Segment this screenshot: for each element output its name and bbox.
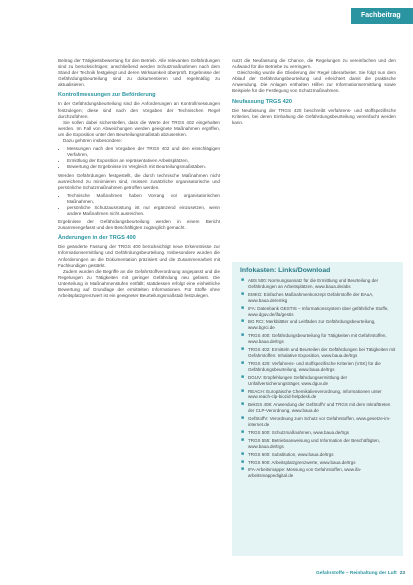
link-item[interactable] [240,375,396,387]
paragraph: Gleichzeitig wurde die Gliederung der Regel überarbeitet. Sie folgt nun dem Ablauf der Gefährdungsbeurteilung und erleichtert damit die praktische Anwendung. Die Anlagen enthalten Hilfen zur Informationsermittlung sowie Beispiele für die Festlegung von Schutzmaßnahmen. [232,70,396,94]
square-bullet-icon: ■ [241,428,245,435]
paragraph: Die geänderte Fassung der TRGS 400 berücksichtigt neue Erkenntnisse zur Informationsermittlung und Gefährdungsbeurteilung. Insbesondere wurden die Anforderungen an die Dokumentation präzisiert und die Zusammenarbeit mit Fachkundigen gestärkt. [58,244,220,268]
link-item[interactable] [240,438,396,450]
square-bullet-icon: ■ [241,466,245,473]
link-item[interactable] [240,430,396,436]
link-item[interactable] [240,278,396,290]
paragraph: nutzt die Neufassung die Chance, die Regelungen zu vereinfachen und den Aufwand für die Betriebe zu verringern. [232,58,396,70]
link-item[interactable] [240,467,396,479]
link-text: TRGS 402: Ermitteln und Beurteilen der Gefährdungen bei Tätigkeiten mit Gefahrstoffen: Inhalative Exposition, www.baua.de/trgs [248,347,396,358]
paragraph: Dazu gehören insbesondere: [63,138,122,144]
link-text: TRGS 500: Schutzmaßnahmen, www.baua.de/trgs [248,429,350,435]
link-item[interactable] [240,361,396,373]
link-item[interactable] [240,452,396,458]
paragraph: In der Gefährdungsbeurteilung sind die Anforderungen an Kontrollmessungen festzulegen; diese sind nach den Vorgaben der Technischen Regel durchzuführen. [58,101,220,119]
square-bullet-icon: ■ [241,332,245,339]
page-number: 23 [399,571,406,576]
paragraph: Werden Gefährdungen festgestellt, die durch technische Maßnahmen nicht ausreichend zu minimieren sind, müssen zusätzliche organisatorische und persönliche Schutzmaßnahmen getroffen werden. [58,172,220,190]
link-item[interactable] [240,319,396,331]
paragraph: Zudem wurden die Begriffe an die Gefahrstoffverordnung angepasst und die Regelungen zu Tätigkeiten mit geringer Gefährdung neu gefasst. Die Unterteilung in Maßnahmenstufen entfällt; stattdessen erfolgt eine einheitliche Bewertung auf Grundlage der ermittelten Informationen. Für Stoffe ohne Arbeitsplatzgrenzwert ist ein geeigneter Beurteilungsmaßstab festzulegen. [58,268,220,299]
list-item: • Bewertung der Ergebnisse im Vergleich mit Beurteilungsmaßstäben. [67,164,220,170]
link-item[interactable] [240,347,396,359]
list-item: • Ermittlung der Exposition an repräsentativen Arbeitsplätzen, [67,158,220,164]
paragraph: Ergebnisse der Gefährdungsbeurteilung werden in einem Bericht zusammengefasst und den Beschäftigten zugänglich gemacht. [58,219,220,231]
link-item[interactable] [240,416,396,428]
square-bullet-icon: ■ [241,450,245,457]
link-text: IFA-Arbeitsmappe: Messung von Gefahrstoffen, www.ifa-arbeitsmappedigital.de [248,467,362,479]
link-item[interactable] [240,460,396,466]
link-text: REACH: Europäische Chemikalienverordnung, Informationen unter www.reach-clp-biozid-helpdesk.de [248,388,382,400]
link-text: TRGS 555: Betriebsanweisung und Information der Beschäftigten, www.baua.de/trgs [248,437,380,449]
link-text: TRGS 900: Arbeitsplatzgrenzwerte, www.baua.de/trgs [248,459,356,465]
square-bullet-icon: ■ [241,401,245,408]
square-bullet-icon: ■ [241,415,245,422]
link-item[interactable] [240,292,396,304]
link-text: ABS 500: Normungsansatz für die Ermittlung und Beurteilung der Gefährdungen an Arbeitsplätzen, www.baua.de/abs [248,278,379,289]
bullet-list [58,146,220,170]
link-text: TRGS 400: Gefährdungsbeurteilung für Tätigkeiten mit Gefahrstoffen, www.baua.de/trgs [248,333,387,345]
link-item[interactable] [240,389,396,401]
paragraph: Beitrag der Tätigkeitsbewertung für den Betrieb. Alle relevanten Gefährdungen sind zu berücksichtigen; anschließend werden Schutzmaßnahmen nach dem Stand der Technik festgelegt und deren Wirksamkeit überprüft. Ergebnisse der Gefährdungsbeurteilung sind zu dokumentieren und regelmäßig zu aktualisieren. [58,58,220,88]
section-heading: Neufassung TRGS 420 [232,98,292,105]
link-text: BekGS 408: Anwendung der GefStoffV und TRGS mit dem Inkrafttreten der CLP-Verordnung, www.baua.de [248,402,391,414]
link-item[interactable] [240,402,396,414]
link-text: EMKG: Einfaches Maßnahmenkonzept Gefahrstoffe der BAuA, www.baua.de/emkg [248,291,374,303]
link-item[interactable] [240,333,396,345]
link-text: TRGS 600: Substitution, www.baua.de/trgs [248,451,334,457]
paragraph: Sie sollen dabei sicherstellen, dass die Werte der TRGS 402 eingehalten werden. Im Fall von Abweichungen werden geeignete Maßnahmen ergriffen, um die Exposition unter den Beurteilungsmaßstab abzusenken. [58,119,220,137]
square-bullet-icon: ■ [241,387,245,394]
link-text: IFA: Datenbank GESTIS – Informationssystem über gefährliche Stoffe, www.dguv.de/ifa/gestis [248,305,389,317]
section-heading: Kontrollmessungen zur Beförderung [58,92,156,99]
link-text: BG RCI: Merkblätter und Leitfäden zur Gefährdungsbeurteilung, www.bgrci.de [248,319,376,331]
square-bullet-icon: ■ [241,304,245,311]
square-bullet-icon: ■ [241,277,245,283]
section-heading: Änderungen in der TRGS 400 [58,235,136,242]
list-item: • persönliche Schutzausrüstung ist nur ergänzend einzusetzen, wenn andere Maßnahmen nicht ausreichen. [67,205,220,217]
square-bullet-icon: ■ [241,359,245,366]
list-item: • Messungen nach den Vorgaben der TRGS 402 und den einschlägigen Verfahren, [67,146,220,158]
square-bullet-icon: ■ [241,290,245,297]
journal-name: Gefahrstoffe – Reinhaltung der Luft [316,571,397,576]
square-bullet-icon: ■ [241,458,245,465]
infobox-title: Infokasten: Links/Download [240,267,331,274]
square-bullet-icon: ■ [241,318,245,325]
square-bullet-icon: ■ [241,436,245,443]
section-tag: Fachbeitrag [351,8,413,24]
square-bullet-icon: ■ [241,373,245,380]
square-bullet-icon: ■ [241,346,245,353]
link-text: TRGS 420: Verfahrens- und stoffspezifische Kriterien (VSK) für die Gefährdungsbeurteilung, www.baua.de/trgs [248,360,381,372]
right-column [232,58,396,126]
infobox-links [232,262,403,556]
page-footer [316,571,405,576]
paragraph: Die Neufassung der TRGS 420 beschreibt verfahrens- und stoffspezifische Kriterien, bei deren Einhaltung die Gefährdungsbeurteilung vereinfacht werden kann. [232,107,396,125]
link-text: GefStoffV: Verordnung zum Schutz vor Gefahrstoffen, www.gesetze-im-internet.de [248,416,391,428]
bullet-list [58,193,220,217]
list-item: • Technische Maßnahmen haben Vorrang vor organisatorischen Maßnahmen, [67,193,220,205]
left-column [58,58,220,299]
link-item[interactable] [240,306,396,318]
link-text: DGUV: Empfehlungen Gefährdungsermittlung der Unfallversicherungsträger, www.dguv.de [248,374,348,386]
link-list [240,278,396,479]
